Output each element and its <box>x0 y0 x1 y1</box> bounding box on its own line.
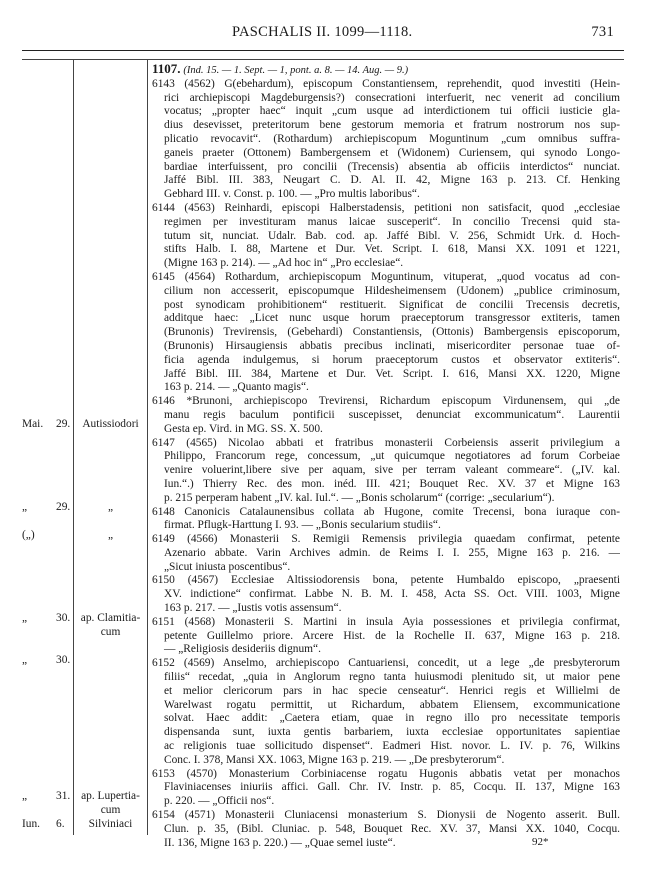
entry-line: filiis“ recedat, „quia in Anglorum regno tanta huiusmodi plenitudo sit, ut maior pene <box>164 671 620 684</box>
margin-month: („) <box>22 529 35 541</box>
entry-line: II. 136, Migne 163 p. 220.) — „Quae semel iuste“. <box>164 836 396 849</box>
entry-line: (Brunonis) Trevirensis, (Gebehardi) Constantiensis, (Ottonis) Bambergensis episcoporum, <box>164 326 620 339</box>
entry-line: Clun. p. 35, (Bibl. Cluniac. p. 548, Bouquet Rec. XV. 37, Mansi XX. 1040, Cocqu. <box>164 822 620 835</box>
entry-line: manu regis baculum pontificii suscepisset, denunciat excommunicatum“. Laurentii <box>164 408 620 421</box>
entry-line: Iun.“.) Thierry Rec. des mon. inéd. III. 421; Bouquet Rec. XV. 37 et Migne 163 <box>164 477 620 490</box>
entry-line: Warelwast rogatu permittit, ut Richardum, abbatem Eliensem, excommunicatione <box>164 698 620 711</box>
regesta-entry <box>152 809 620 850</box>
entry-line: 163 p. 217. — „Iustis votis assensum“. <box>164 602 342 615</box>
regesta-entry <box>152 202 620 271</box>
entry-line: 6149 (4566) Monasterii S. Remigii Remensis privilegia quaedam confirmat, petente <box>152 533 620 546</box>
margin-month: „ <box>22 501 28 513</box>
entry-line: (Brunonis) Hirsaugiensis abbatis precibus inclinati, misericorditer personae tuae of- <box>164 339 620 352</box>
entry-line: XV. indictione“ confirmat. Labbe N. B. M. I. 458, Acta SS. Oct. VIII. 1003, Migne <box>164 588 620 601</box>
entry-line: cilium non accesserit, episcopumque Hildesheimensem (Udonem) „publice criminosum, <box>164 284 620 297</box>
entry-line: Azenario abbate. Varin Archives admin. de Reims I. I. 255, Migne 163 p. 216. — <box>164 546 620 559</box>
header-rule <box>22 50 624 51</box>
entry-line: 6153 (4570) Monasterium Corbiniacense rogatu Hugonis abbatis vetat per monachos <box>152 767 620 780</box>
entry-line: rici archiepiscopi Magdeburgensis?) consecrationi interfuerit, nec venerit ad concilium <box>164 91 620 104</box>
entry-line: venire voluerint,libere sive per aquam, sive per terram valeant commeare“. („IV. kal. <box>164 464 620 477</box>
regesta-entry <box>152 506 620 534</box>
entry-line: 6150 (4567) Ecclesiae Altissiodorensis bona, petente Humbaldo episcopo, „praesenti <box>152 574 620 587</box>
margin-month: „ <box>22 790 28 802</box>
entry-line: dispensanda sunt, iuxta gentis barbariem, iuxta ecclesiae opportunitates sapientiae <box>164 726 620 739</box>
entry-line: Conc. I. 378, Mansi XX. 1063, Migne 163 p. 219. — „De presbyterorum“. <box>164 753 505 766</box>
page-number: 731 <box>591 24 614 40</box>
margin-month: Mai. <box>22 418 44 430</box>
margin-place <box>76 418 145 432</box>
entry-line: firmat. Pflugk-Harttung I. 93. — „Bonis secularium studiis“. <box>164 519 441 532</box>
regesta-entry <box>152 768 620 809</box>
entry-line: stifts Halb. I. 88, Martene et Dur. Vet. Script. I. 618, Mansi XX. 1091 et 1221, <box>164 243 620 256</box>
entry-line: petente Guillelmo priore. Arcere Hist. de la Rochelle II. 637, Migne 163 p. 218. <box>164 629 620 642</box>
regesta-entry <box>152 271 620 395</box>
regesta-entry <box>152 574 620 615</box>
entry-line: 163 p. 214. — „Quanto magis“. <box>164 381 309 394</box>
entry-line: Gebhard III. v. Const. p. 100. — „Pro multis laboribus“. <box>164 188 420 201</box>
margin-place-line: „ <box>107 501 114 513</box>
signature-mark: 92* <box>532 836 549 848</box>
regesta-entry <box>152 657 620 767</box>
margin-place <box>76 790 145 818</box>
place-column-divider <box>147 59 148 835</box>
entry-line: 6143 (4562) G(ebehardum), episcopum Constantiensem, reprehendit, quod investiti (Hein- <box>152 77 620 90</box>
entry-line: post synodicam prohibitionem“ restituerit. Significat de concilii Trecensis decretis, <box>164 298 620 311</box>
heading-year: 1107. <box>152 62 181 76</box>
margin-place-line: ap. Lupertia- <box>81 790 140 802</box>
entry-line: plicatio revocavit“. (Rothardum) archiepiscopum Moguntinum „cum omnibus suffra- <box>164 132 620 145</box>
page-header <box>0 24 650 44</box>
margin-place-line: ap. Clamitia- <box>80 612 141 624</box>
entry-line: Philippo, Francorum rege, concessum, „ut quicumque negotiatores ad forum Corbeiae <box>164 450 620 463</box>
column-rule <box>22 59 624 60</box>
margin-place <box>76 501 145 515</box>
entry-line: 6146 *Brunoni, archiepiscopo Trevirensi, Richardum episcopum Virdunensem, qui „de <box>152 395 620 408</box>
entry-line: Gesta ep. Vird. in MG. SS. X. 500. <box>164 422 323 435</box>
entry-line: (Migne 163 p. 214). — „Ad hoc in“ „Pro ecclesiae“. <box>164 257 404 270</box>
margin-month: „ <box>22 612 28 624</box>
entry-line: 6145 (4564) Rothardum, archiepiscopum Moguntinum, vituperat, „quod vocatus ad con- <box>152 270 620 283</box>
margin-place <box>76 612 145 640</box>
entry-line: additque haec: „Licet nunc usque horum praeceptorum transgressor extiteris, tamen <box>164 312 620 325</box>
margin-place-line: „ <box>107 529 114 541</box>
entry-line: 6151 (4568) Monasterii S. Martini in insula Ayia possessiones et privilegia confirmat, <box>152 615 620 628</box>
margin-day: 29. <box>56 418 71 430</box>
entry-line: p. 220. — „Officii nos“. <box>164 795 275 808</box>
heading-gloss: (Ind. 15. — 1. Sept. — 1, pont. a. 8. — 14. Aug. — 9.) <box>183 65 409 76</box>
entry-line: Jaffé Bibl. III. 384, Martene et Dur. Vet. Script. I. 616, Mansi XX. 1220, Migne <box>164 367 620 380</box>
entry-line: 6154 (4571) Monasterii Cluniacensi monasterium S. Dionysii de Nogento asserit. Bull. <box>152 809 620 822</box>
margin-place <box>76 529 145 543</box>
entry-line: ficia agenda indulgemus, si horum praeceptorum custos et observator extiteris“. <box>164 353 620 366</box>
regesta-entry <box>152 616 620 657</box>
entry-line: Jaffé Bibl. III. 383, Neugart C. D. Al. II. 42, Migne 163 p. 213. Cf. Henking <box>164 174 620 187</box>
entry-line: regimen per investituram manus laicae susceperit“. In concilio Trecensi quid sta- <box>164 215 620 228</box>
entry-line: ganeis praeter (Ottonem) Bambergensem et (Widonem) Curiensem, qui synodo Longo- <box>164 146 620 159</box>
margin-month: Iun. <box>22 818 41 830</box>
entry-line: 6148 Canonicis Catalaunensibus collata ab Hugone, comite Trecensi, bona iuraque con- <box>152 505 620 518</box>
margin-place-line: cum <box>100 625 121 638</box>
entry-line: tutum sit, nunciat. Udalr. Bab. cod. ap. Jaffé Bibl. V. 256, Schmidt Urk. d. Hoch- <box>164 229 620 242</box>
margin-place <box>76 818 145 832</box>
margin-day: 31. <box>56 790 71 802</box>
entry-line: bardiae interfuissent, pro concilii (Trecensis) absentia ab officiis interdictos“ nunciat. <box>164 160 620 173</box>
entry-line: et melior clericorum pars in hac specie censeatur“. Henrici regis et Willielmi de <box>164 684 620 697</box>
date-column-divider <box>73 59 74 835</box>
entry-line: Flaviniacenses iniuriis affici. Gall. Chr. IV. Instr. p. 85, Cocqu. II. 137, Migne 163 <box>164 781 620 794</box>
regesta-entry <box>152 437 620 506</box>
entry-heading <box>152 62 620 78</box>
regesta-entry <box>152 78 620 202</box>
margin-day: 6. <box>56 818 65 830</box>
regesta-body <box>152 62 620 850</box>
entry-line: 6144 (4563) Reinhardi, episcopi Halberstadensis, petitioni non satisfacit, quod „ecclesiae <box>152 201 620 214</box>
entry-line: „Sicut iniusta poscentibus“. <box>164 560 291 573</box>
entry-line: 6152 (4569) Anselmo, archiepiscopo Cantuariensi, concedit, ut a lege „de presbyterorum <box>152 657 620 670</box>
margin-place-line: Silviniaci <box>88 818 133 830</box>
entries-list <box>152 78 620 851</box>
entry-line: — „Religiosis desideriis dignum“. <box>164 643 321 656</box>
margin-day: 30. <box>56 654 71 666</box>
entry-line: solvat. Haec addit: „Caetera etiam, quae in regno illo pro necessitate temporis <box>164 712 620 725</box>
entry-line: dius desevisset, preteritorum bene gestorum memoria et fratrum nostrorum nos sup- <box>164 119 620 132</box>
margin-month: „ <box>22 654 28 666</box>
margin-day: 29. <box>56 501 71 513</box>
entry-line: vocatus; „propter haec“ inquit „cum usque ad interdictionem tui officii iusticie gla- <box>164 105 620 118</box>
entry-line: 6147 (4565) Nicolao abbati et fratribus monasterii Corbeiensis asserit privilegium a <box>152 436 620 449</box>
regesta-entry <box>152 533 620 574</box>
regesta-entry <box>152 395 620 436</box>
margin-place-line: cum <box>100 803 121 816</box>
margin-place-line: Autissiodori <box>82 418 139 430</box>
margin-day: 30. <box>56 612 71 624</box>
entry-line: ac religionis tuae sollicitudo dispenset“. Eadmeri Hist. novor. L. IV. p. 76, Wilkins <box>164 740 620 753</box>
running-title: PASCHALIS II. 1099—1118. <box>232 24 413 40</box>
entry-line: p. 215 perperam habent „IV. kal. Iul.“. — „Bonis scholarum“ (corrige: „secularium“). <box>164 491 555 504</box>
